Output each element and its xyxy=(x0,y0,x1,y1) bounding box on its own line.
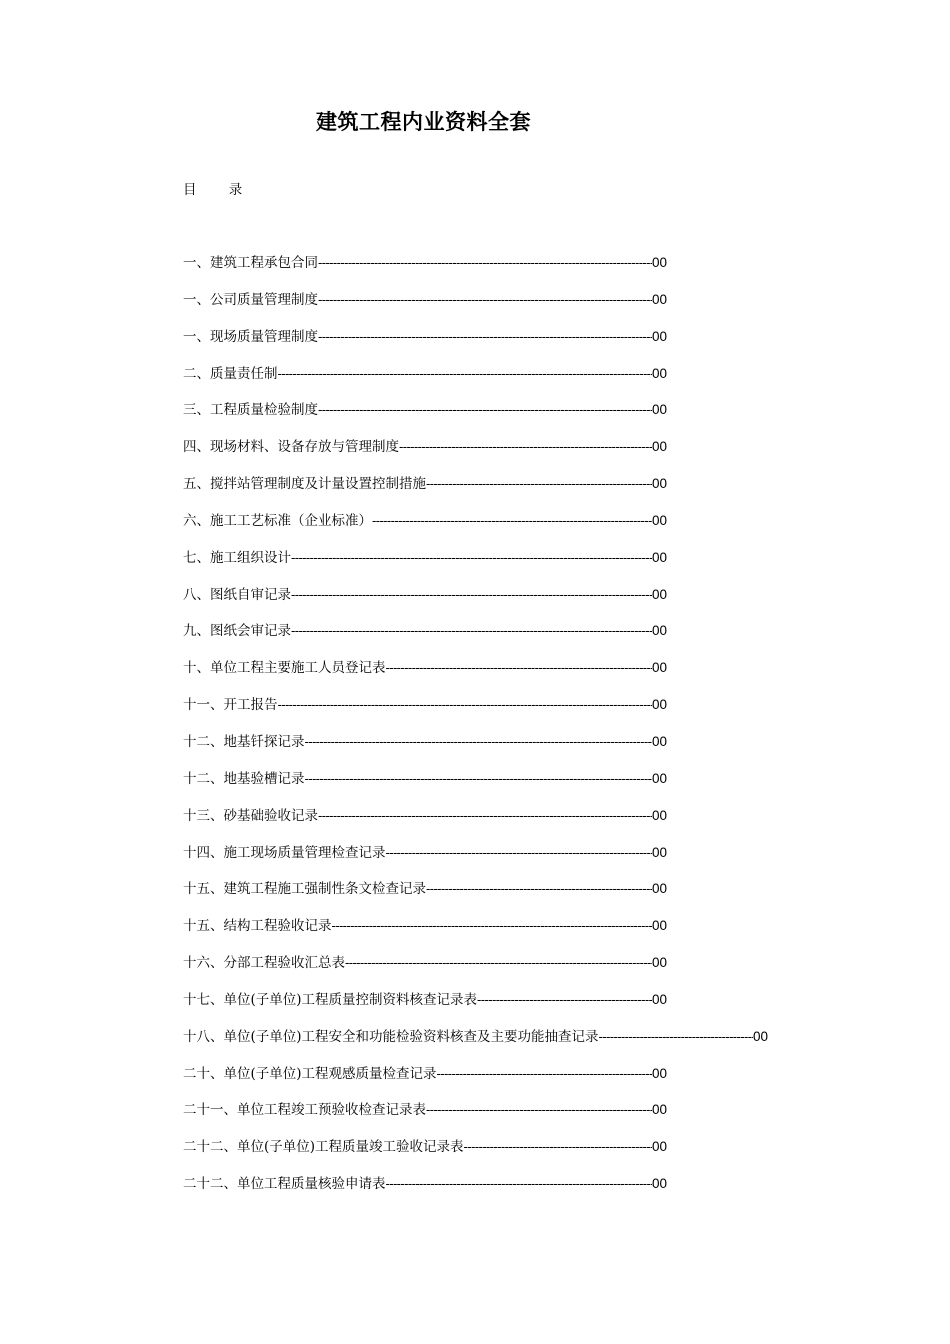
toc-entry-label: 九、图纸会审记录 xyxy=(183,623,291,640)
toc-entry[interactable] xyxy=(183,435,667,472)
toc-page-number: 00 xyxy=(651,770,667,786)
toc-entry[interactable] xyxy=(183,730,667,767)
page-title: 建筑工程内业资料全套 xyxy=(316,109,531,134)
toc-leader xyxy=(278,366,652,381)
toc-entry-label: 二十一、单位工程竣工预验收检查记录表 xyxy=(183,1102,426,1119)
toc-leader xyxy=(305,771,652,786)
toc-leader xyxy=(318,402,652,417)
toc-entry-label: 一、公司质量管理制度 xyxy=(183,291,318,308)
toc-entry-label: 一、建筑工程承包合同 xyxy=(183,255,318,271)
toc-entry[interactable] xyxy=(183,472,667,509)
toc-leader xyxy=(318,808,652,823)
toc-leader xyxy=(305,734,652,749)
toc-leader xyxy=(426,1102,652,1117)
toc-page-number: 00 xyxy=(651,1065,667,1081)
toc-entry-label: 二十二、单位(子单位)工程质量竣工验收记录表 xyxy=(183,1139,464,1156)
toc-entry[interactable] xyxy=(183,988,667,1025)
toc-entry-label: 一、现场质量管理制度 xyxy=(183,328,318,345)
toc-leader xyxy=(318,329,652,344)
table-of-contents xyxy=(183,251,768,1209)
toc-entry-label: 十五、结构工程验收记录 xyxy=(183,918,332,935)
toc-entry[interactable] xyxy=(183,362,667,399)
toc-page-number: 00 xyxy=(651,991,667,1007)
toc-entry[interactable] xyxy=(183,509,667,546)
toc-leader xyxy=(426,881,652,896)
toc-entry-label: 四、现场材料、设备存放与管理制度 xyxy=(183,439,399,456)
toc-page-number: 00 xyxy=(651,439,667,455)
toc-entry[interactable] xyxy=(183,1098,667,1135)
toc-page-number: 00 xyxy=(651,328,667,344)
toc-leader xyxy=(332,918,652,933)
toc-entry[interactable] xyxy=(183,767,667,804)
toc-page-number: 00 xyxy=(651,623,667,639)
toc-entry-label: 十六、分部工程验收汇总表 xyxy=(183,955,345,972)
toc-entry-label: 十八、单位(子单位)工程安全和功能检验资料核查及主要功能抽查记录 xyxy=(183,1028,599,1045)
toc-entry[interactable] xyxy=(183,288,667,325)
toc-leader xyxy=(386,660,652,675)
toc-entry-label: 五、搅拌站管理制度及计量设置控制措施 xyxy=(183,476,426,493)
toc-entry[interactable] xyxy=(183,693,667,730)
toc-entry-label: 十三、砂基础验收记录 xyxy=(183,807,318,824)
toc-leader xyxy=(386,1176,652,1191)
toc-entry[interactable] xyxy=(183,951,667,988)
toc-page-number: 00 xyxy=(651,586,667,602)
toc-leader xyxy=(399,439,652,454)
toc-leader xyxy=(372,513,652,528)
toc-leader xyxy=(291,623,652,638)
toc-entry[interactable] xyxy=(183,251,667,288)
toc-page-number: 00 xyxy=(651,549,667,565)
toc-page-number: 00 xyxy=(651,955,667,971)
toc-leader xyxy=(386,845,652,860)
toc-page-number: 00 xyxy=(651,1139,667,1155)
toc-page-number: 00 xyxy=(651,697,667,713)
toc-page-number: 00 xyxy=(651,733,667,749)
toc-entry-label: 十二、地基钎探记录 xyxy=(183,733,305,750)
toc-entry[interactable] xyxy=(183,619,667,656)
toc-entry-label: 二十、单位(子单位)工程观感质量检查记录 xyxy=(183,1065,437,1082)
toc-leader xyxy=(477,992,652,1007)
toc-page-number: 00 xyxy=(651,807,667,823)
toc-entry[interactable] xyxy=(183,1025,768,1062)
toc-entry-label: 十一、开工报告 xyxy=(183,697,278,714)
toc-leader xyxy=(278,697,652,712)
toc-entry[interactable] xyxy=(183,804,667,841)
toc-entry[interactable] xyxy=(183,841,667,878)
toc-leader xyxy=(291,587,652,602)
toc-page-number: 00 xyxy=(651,918,667,934)
toc-entry[interactable] xyxy=(183,546,667,583)
toc-leader xyxy=(599,1029,753,1044)
toc-entry[interactable] xyxy=(183,1172,667,1209)
toc-entry-label: 十、单位工程主要施工人员登记表 xyxy=(183,660,386,677)
toc-leader xyxy=(318,255,652,270)
toc-page-number: 00 xyxy=(651,291,667,307)
toc-page-number: 00 xyxy=(651,660,667,676)
toc-page-number: 00 xyxy=(651,402,667,418)
toc-entry[interactable] xyxy=(183,877,667,914)
toc-leader xyxy=(464,1139,652,1154)
toc-entry[interactable] xyxy=(183,325,667,362)
toc-page-number: 00 xyxy=(752,1028,768,1044)
toc-entry-label: 七、施工组织设计 xyxy=(183,549,291,566)
toc-entry-label: 十五、建筑工程施工强制性条文检查记录 xyxy=(183,881,426,898)
toc-page-number: 00 xyxy=(651,512,667,528)
toc-entry[interactable] xyxy=(183,656,667,693)
toc-leader xyxy=(345,955,652,970)
toc-entry[interactable] xyxy=(183,1062,667,1099)
toc-entry[interactable] xyxy=(183,398,667,435)
toc-entry-label: 十四、施工现场质量管理检查记录 xyxy=(183,844,386,861)
toc-page-number: 00 xyxy=(651,255,667,270)
toc-leader xyxy=(318,292,652,307)
toc-heading: 目 录 xyxy=(183,182,257,198)
toc-page-number: 00 xyxy=(651,844,667,860)
toc-leader xyxy=(291,550,652,565)
toc-entry-label: 十二、地基验槽记录 xyxy=(183,770,305,787)
toc-page-number: 00 xyxy=(651,881,667,897)
toc-page-number: 00 xyxy=(651,1176,667,1192)
toc-entry-label: 二、质量责任制 xyxy=(183,365,278,382)
toc-entry-label: 八、图纸自审记录 xyxy=(183,586,291,603)
toc-leader xyxy=(437,1066,652,1081)
toc-page-number: 00 xyxy=(651,365,667,381)
toc-entry-label: 二十二、单位工程质量核验申请表 xyxy=(183,1176,386,1193)
toc-entry[interactable] xyxy=(183,1135,667,1172)
toc-entry[interactable] xyxy=(183,914,667,951)
toc-entry[interactable] xyxy=(183,583,667,620)
toc-leader xyxy=(426,476,652,491)
toc-entry-label: 六、施工工艺标准（企业标准） xyxy=(183,512,372,529)
toc-entry-label: 十七、单位(子单位)工程质量控制资料核查记录表 xyxy=(183,991,478,1008)
toc-entry-label: 三、工程质量检验制度 xyxy=(183,402,318,419)
toc-page-number: 00 xyxy=(651,476,667,492)
toc-page-number: 00 xyxy=(651,1102,667,1118)
